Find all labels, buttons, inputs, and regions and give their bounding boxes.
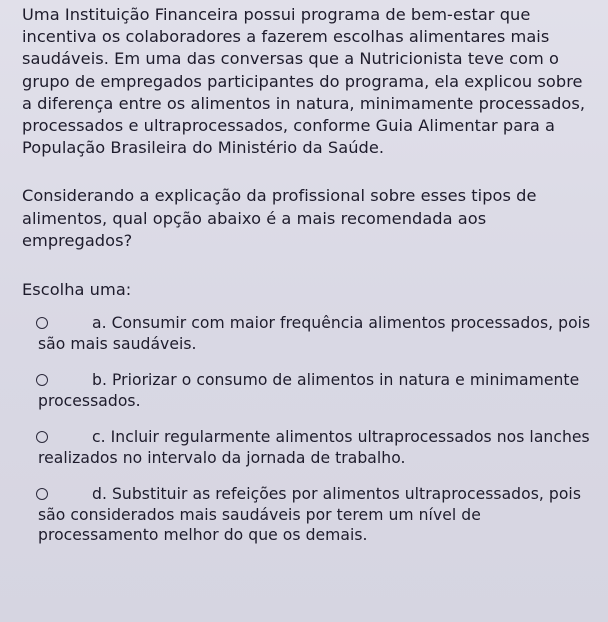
option-d-label[interactable]: d. Substituir as refeições por alimentos ultraprocessados, pois são considerados mais saudáveis por terem um nível de processamento melhor do que os demais. (38, 485, 581, 545)
option-a[interactable] (22, 313, 596, 354)
option-d[interactable] (22, 484, 596, 546)
option-b[interactable] (22, 370, 596, 411)
option-b-label[interactable]: b. Priorizar o consumo de alimentos in natura e minimamente processados. (38, 371, 580, 410)
choose-label: Escolha uma: (22, 280, 132, 300)
question-intro: Uma Instituição Financeira possui programa de bem-estar que incentiva os colaboradores a fazerem escolhas alimentares mais saudáveis. Em uma das conversas que a Nutricionista teve com o grupo de empregados participantes do programa, ela explicou sobre a diferença entre os alimentos in natura, minimamente processados, processados e ultraprocessados, conforme Guia Alimentar para a População Brasileira do Ministério da Saúde. (22, 5, 586, 158)
question-stem: Considerando a explicação da profissional sobre esses tipos de alimentos, qual opção abaixo é a mais recomendada aos empregados? (22, 186, 537, 250)
option-c-label[interactable]: c. Incluir regularmente alimentos ultraprocessados nos lanches realizados no intervalo da jornada de trabalho. (38, 428, 590, 467)
option-a-label[interactable]: a. Consumir com maior frequência alimentos processados, pois são mais saudáveis. (38, 314, 591, 353)
answer-options (22, 313, 596, 546)
option-c[interactable] (22, 427, 596, 468)
